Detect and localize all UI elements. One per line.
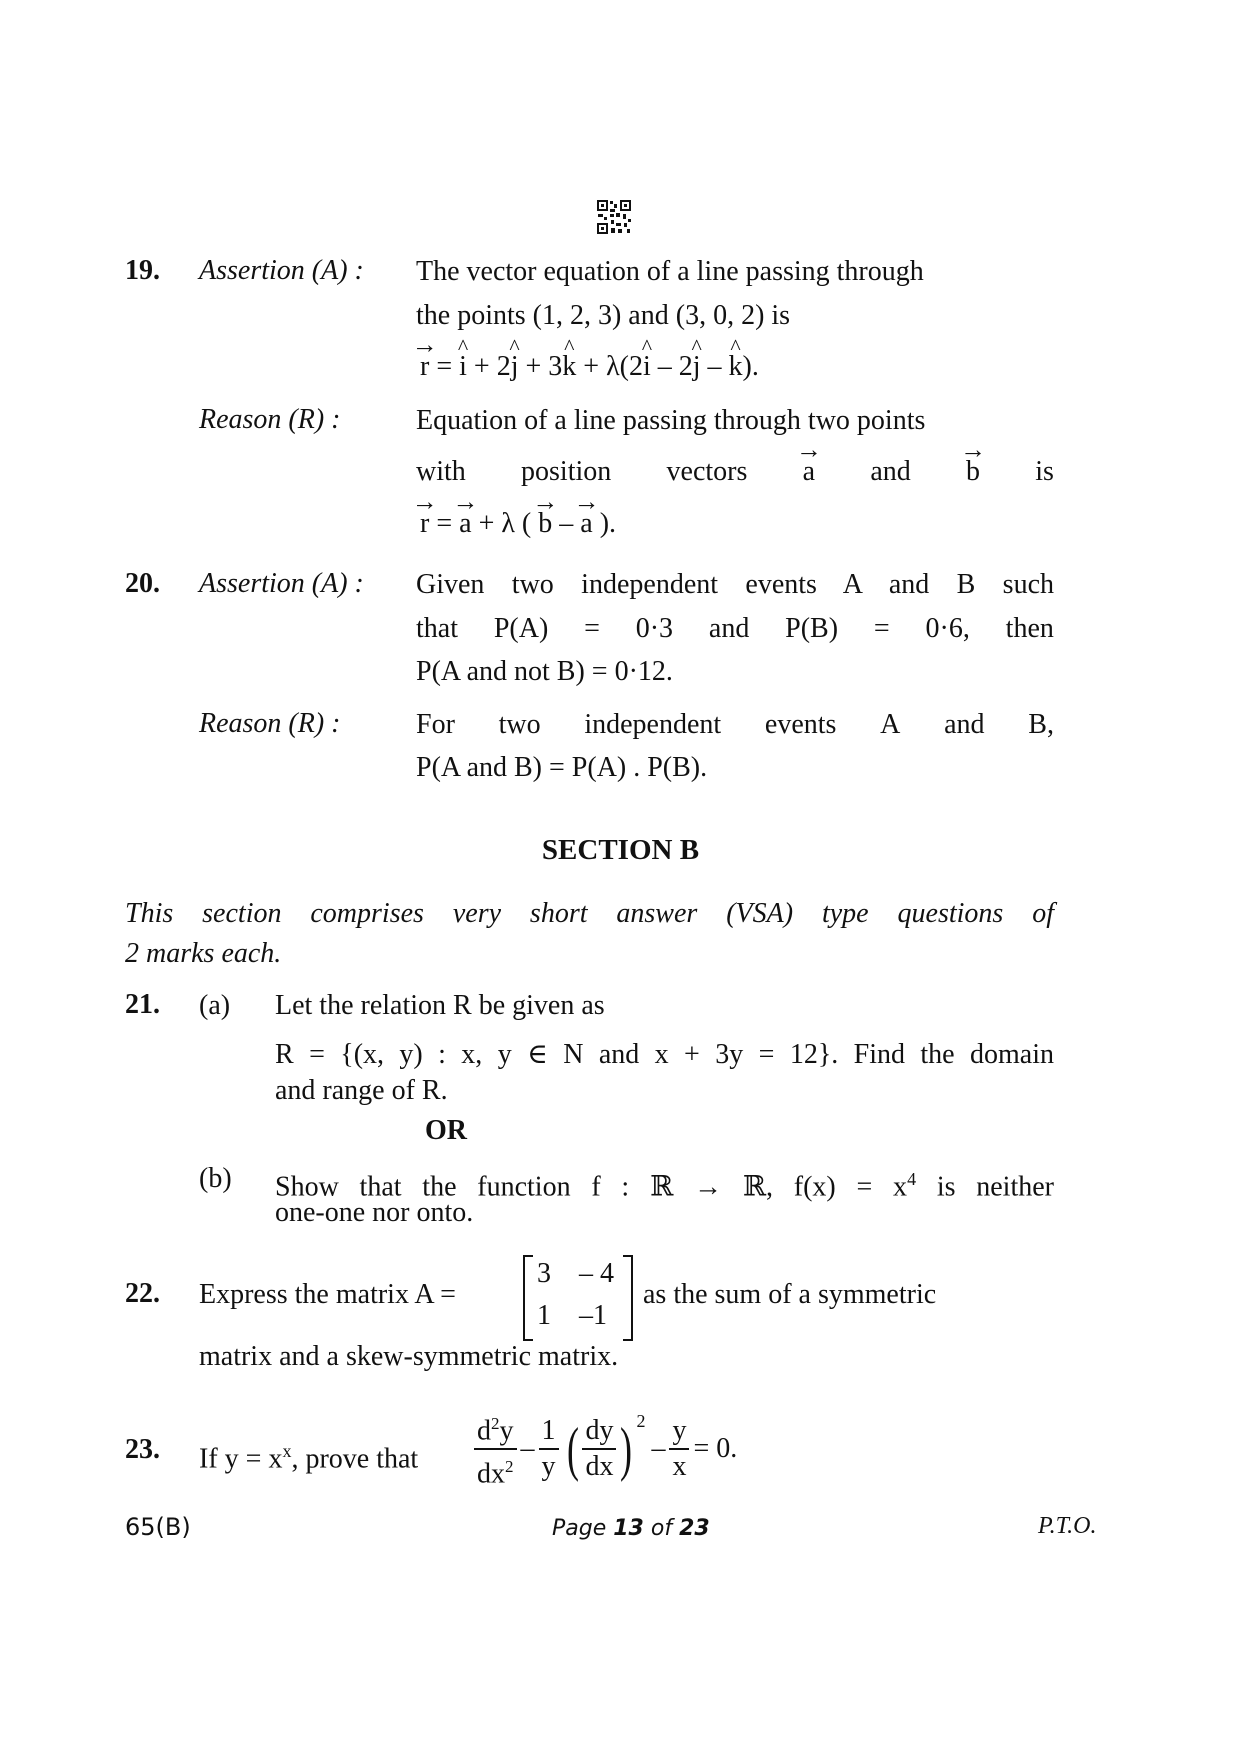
question-text: Let the relation R be given as [275, 990, 605, 1021]
reason-label: Reason (R) : [199, 708, 341, 739]
line-equation: → r = → a + λ ( → b – → a ). [420, 507, 616, 541]
question-text: R = {(x, y) : x, y ∈ N and x + 3y = 12}. Find the domain [275, 1039, 1054, 1070]
matrix-cell: – 4 [579, 1258, 614, 1289]
assertion-text: that P(A) = 0·3 and P(B) = 0·6, then [416, 613, 1054, 644]
reason-text: P(A and B) = P(A) . P(B). [416, 752, 708, 783]
assertion-text: The vector equation of a line passing through [416, 256, 924, 287]
matrix [523, 1255, 633, 1339]
assertion-label: Assertion (A) : [199, 255, 364, 286]
part-label: (b) [199, 1163, 232, 1194]
question-text: If $y = x^x$, prove that [199, 1441, 419, 1475]
matrix-cell: 3 [537, 1258, 551, 1289]
pto-label: P.T.O. [1038, 1513, 1097, 1539]
assertion-text: P(A and not B) = 0·12. [416, 656, 673, 687]
assertion-text: the points (1, 2, 3) and (3, 0, 2) is [416, 300, 791, 331]
question-number: 20. [125, 568, 160, 599]
question-text: Show that the function f : ℝ → ℝ, $f(x) = x^4$ is neither [275, 1169, 1054, 1203]
reason-label: Reason (R) : [199, 404, 341, 435]
paper-code: 65(B) [125, 1513, 191, 1541]
question-text: matrix and a skew-symmetric matrix. [199, 1341, 619, 1372]
section-intro: 2 marks each. [125, 938, 282, 969]
matrix-cell: –1 [579, 1300, 607, 1331]
question-text: Express the matrix A = [199, 1279, 456, 1310]
question-text: one-one nor onto. [275, 1197, 474, 1228]
differential-equation: $\frac{d^2y}{dx^2}$ – $\frac{1}{y}$ ( $\frac{dy}{dx}$ ) $^2$ – $\frac{y}{x}$ = 0. [470, 1403, 737, 1495]
reason-text: Equation of a line passing through two points [416, 405, 926, 436]
question-number: 22. [125, 1278, 160, 1309]
question-text: and range of R. [275, 1075, 448, 1106]
reason-text: For two independent events A and B, [416, 709, 1054, 740]
question-number: 23. [125, 1434, 160, 1465]
question-text: as the sum of a symmetric [643, 1279, 937, 1310]
assertion-label: Assertion (A) : [199, 568, 364, 599]
page-indicator: Page 13 of 23 [552, 1516, 710, 1541]
matrix-cell: 1 [537, 1300, 551, 1331]
qr-code [596, 199, 632, 235]
or-divider: OR [425, 1115, 467, 1146]
section-intro: This section comprises very short answer (VSA) type questions of [125, 898, 1054, 929]
vector-equation: → r = ^ i + 2^ j + 3^ k + λ(2^ i – 2^ j – ^ k). [420, 350, 759, 384]
question-number: 21. [125, 989, 160, 1020]
part-label: (a) [199, 990, 231, 1021]
assertion-text: Given two independent events A and B such [416, 569, 1054, 600]
section-heading: SECTION B [541, 834, 700, 866]
reason-text: with position vectors → a and → b is [416, 455, 1054, 489]
question-number: 19. [125, 255, 160, 286]
